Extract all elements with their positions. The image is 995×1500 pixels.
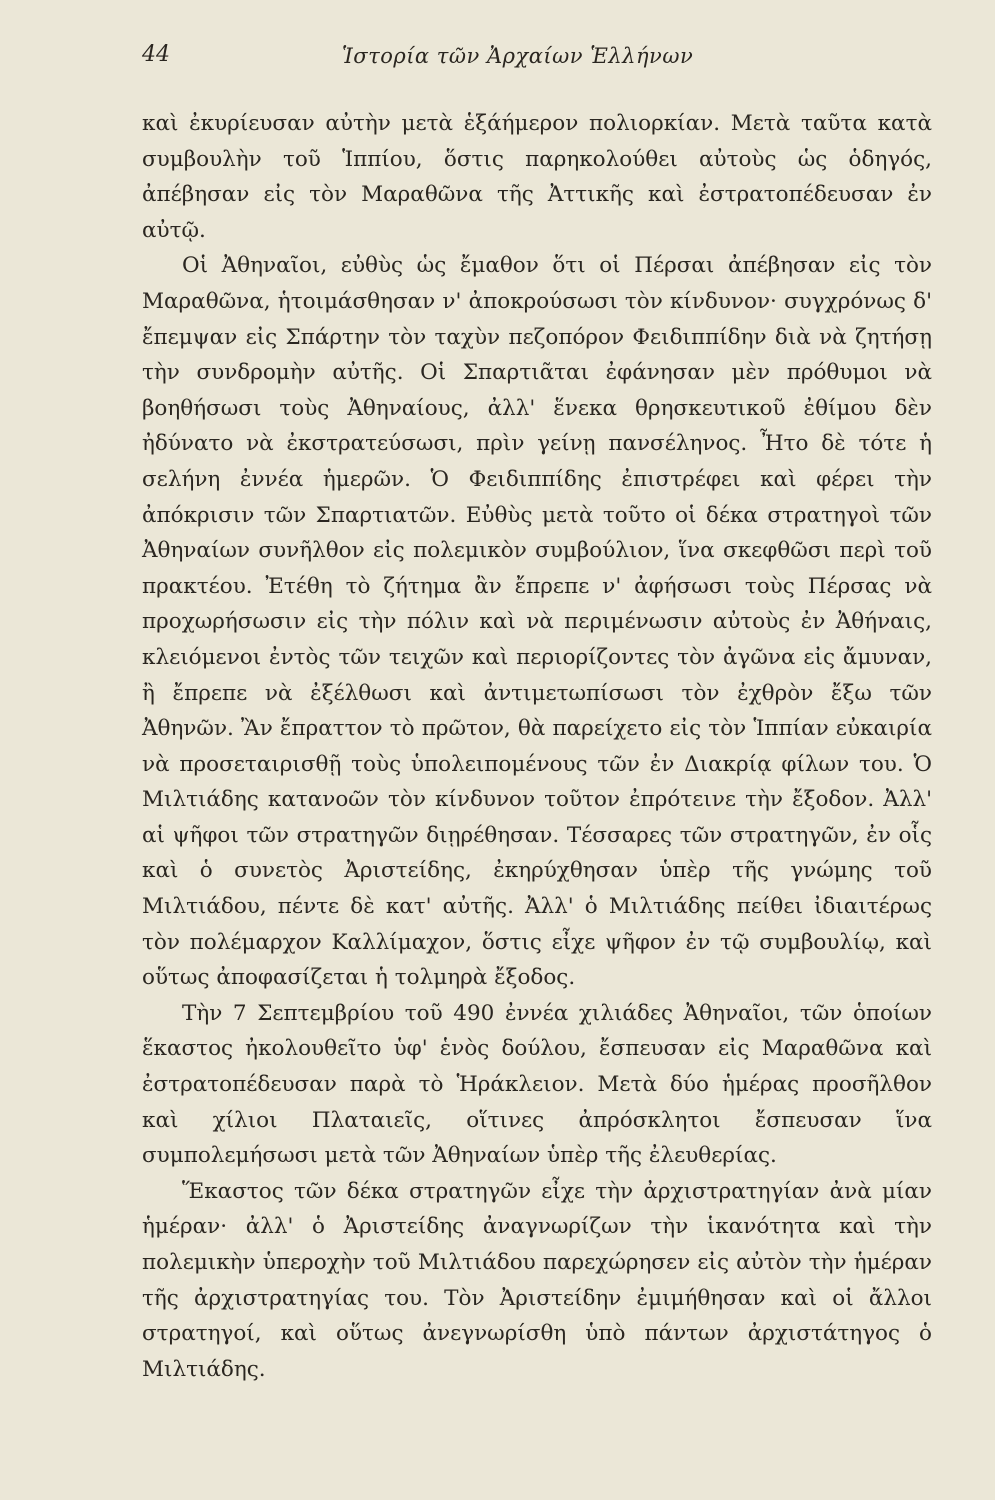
running-title: Ἱστορία τῶν Ἀρχαίων Ἑλλήνων — [342, 44, 694, 68]
paragraph: Τὴν 7 Σεπτεμβρίου τοῦ 490 ἐννέα χιλιάδες Ἀθηναῖοι, τῶν ὁποίων ἕκαστος ἠκολουθεῖτο ὑφ' ἑνὸς δούλου, ἔσπευσαν εἰς Μαραθῶνα καὶ ἐστρατοπέδευσαν παρὰ τὸ Ἡράκλειον. Μετὰ δύο ἡμέρας προσῆλθον καὶ χίλιοι Πλαταιεῖς, οἵτινες ἀπρόσκλητοι ἔσπευσαν ἵνα συμπολεμήσωσι μετὰ τῶν Ἀθηναίων ὑπὲρ τῆς ἐλευθερίας. — [142, 1000, 932, 1169]
paragraph: Ἕκαστος τῶν δέκα στρατηγῶν εἶχε τὴν ἀρχιστρατηγίαν ἀνὰ μίαν ἡμέραν· ἀλλ' ὁ Ἀριστείδης ἀναγνωρίζων τὴν ἱκανότητα καὶ τὴν πολεμικὴν ὑπεροχὴν τοῦ Μιλτιάδου παρεχώρησεν εἰς αὐτὸν τὴν ἡμέραν τῆς ἀρχιστρατηγίας του. Τὸν Ἀριστείδην ἐμιμήθησαν καὶ οἱ ἄλλοι στρατηγοί, καὶ οὕτως ἀνεγνωρίσθη ὑπὸ πάντων ἀρχιστάτηγος ὁ Μιλτιάδης. — [142, 1178, 932, 1382]
page-header — [142, 34, 942, 74]
paragraph: καὶ ἐκυρίευσαν αὐτὴν μετὰ ἑξάήμερον πολιορκίαν. Μετὰ ταῦτα κατὰ συμβουλὴν τοῦ Ἱππίου, ὅστις παρηκολούθει αὐτοὺς ὡς ὁδηγός, ἀπέβησαν εἰς τὸν Μαραθῶνα τῆς Ἀττικῆς καὶ ἐστρατοπέδευσαν ἐν αὐτῷ. — [142, 111, 932, 243]
page-number: 44 — [142, 42, 170, 67]
body-text — [142, 106, 932, 1387]
paragraph: Οἱ Ἀθηναῖοι, εὐθὺς ὡς ἔμαθον ὅτι οἱ Πέρσαι ἀπέβησαν εἰς τὸν Μαραθῶνα, ἡτοιμάσθησαν ν' ἀποκρούσωσι τὸν κίνδυνον· συγχρόνως δ' ἔπεμψαν εἰς Σπάρτην τὸν ταχὺν πεζοπόρον Φειδιππίδην διὰ νὰ ζητήσῃ τὴν συνδρομὴν αὐτῆς. Οἱ Σπαρτιᾶται ἐφάνησαν μὲν πρόθυμοι νὰ βοηθήσωσι τοὺς Ἀθηναίους, ἀλλ' ἕνεκα θρησκευτικοῦ ἐθίμου δὲν ἠδύνατο νὰ ἐκστρατεύσωσι, πρὶν γείνῃ πανσέληνος. Ἦτο δὲ τότε ἡ σελήνη ἐννέα ἡμερῶν. Ὁ Φειδιππίδης ἐπιστρέφει καὶ φέρει τὴν ἀπόκρισιν τῶν Σπαρτιατῶν. Εὐθὺς μετὰ τοῦτο οἱ δέκα στρατηγοὶ τῶν Ἀθηναίων συνῆλθον εἰς πολεμικὸν συμβούλιον, ἵνα σκεφθῶσι περὶ τοῦ πρακτέου. Ἐτέθη τὸ ζήτημα ἂν ἔπρεπε ν' ἀφήσωσι τοὺς Πέρσας νὰ προχωρήσωσιν εἰς τὴν πόλιν καὶ νὰ περιμένωσιν αὐτοὺς ἐν Ἀθήναις, κλειόμενοι ἐντὸς τῶν τειχῶν καὶ περιορίζοντες τὸν ἀγῶνα εἰς ἄμυναν, ἢ ἔπρεπε νὰ ἐξέλθωσι καὶ ἀντιμετωπίσωσι τὸν ἐχθρὸν ἔξω τῶν Ἀθηνῶν. Ἂν ἔπραττον τὸ πρῶτον, θὰ παρείχετο εἰς τὸν Ἱππίαν εὐκαιρία νὰ προσεταιρισθῇ τοὺς ὑπολειπομένους τῶν ἐν Διακρίᾳ φίλων του. Ὁ Μιλτιάδης κατανοῶν τὸν κίνδυνον τοῦτον ἐπρότεινε τὴν ἔξοδον. Ἀλλ' αἱ ψῆφοι τῶν στρατηγῶν διῃρέθησαν. Τέσσαρες τῶν στρατηγῶν, ἐν οἷς καὶ ὁ συνετὸς Ἀριστείδης, ἐκηρύχθησαν ὑπὲρ τῆς γνώμης τοῦ Μιλτιάδου, πέντε δὲ κατ' αὐτῆς. Ἀλλ' ὁ Μιλτιάδης πείθει ἰδιαιτέρως τὸν πολέμαρχον Καλλίμαχον, ὅστις εἶχε ψῆφον ἐν τῷ συμβουλίῳ, καὶ οὕτως ἀποφασίζεται ἡ τολμηρὰ ἔξοδος. — [142, 253, 932, 991]
